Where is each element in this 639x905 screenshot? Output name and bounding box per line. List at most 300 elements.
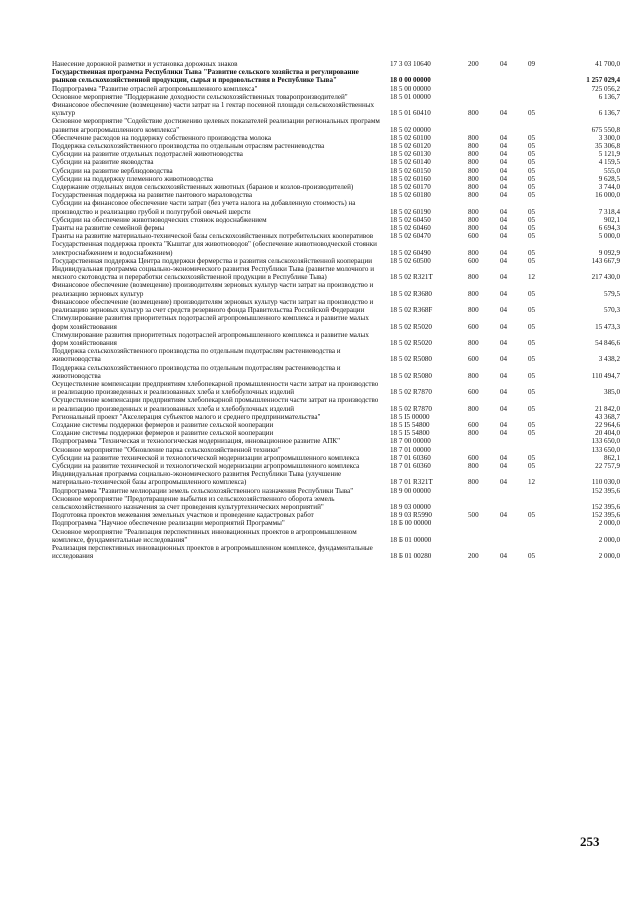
row-name: Государственная поддержка проекта "Кыштаг для животноводов" (обеспечение животноводческой стоянки электроснабжением и водоснабжением) (52, 240, 377, 257)
row-section-code (500, 487, 524, 495)
row-subsection-code: 05 (528, 109, 536, 118)
table-row (52, 421, 620, 429)
row-section-code: 04 (500, 224, 508, 233)
row-amount: 9 092,9 (598, 248, 620, 257)
row-target-article-code: 18 0 00 00000 (390, 76, 431, 85)
row-name: Субсидии на развитие технической и технологической модернизации агропромышленного комплекса (52, 453, 360, 462)
row-section-code: 04 (500, 453, 508, 462)
row-target-article-code: 18 7 01 00000 (390, 445, 431, 454)
row-expense-type-code: 800 (468, 150, 479, 159)
row-target-article-code: 18 7 01 60360 (390, 461, 431, 470)
row-name: Субсидии на обеспечение животноводческих стоянок водоснабжением (52, 215, 267, 224)
row-section-code: 04 (500, 150, 508, 159)
row-subsection-code: 05 (528, 306, 536, 315)
table-row (52, 142, 620, 150)
table-row (52, 101, 620, 117)
row-name: Подготовка проектов межевания земельных участков и проведение кадастровых работ (52, 511, 314, 520)
row-amount: 54 846,6 (595, 338, 620, 347)
row-name: Подпрограмма "Техническая и технологическая модернизация, инновационное развитие АПК" (52, 437, 341, 446)
row-section-code: 04 (500, 207, 508, 216)
row-target-article-code: 18 9 00 00000 (390, 486, 431, 495)
row-amount: 217 430,0 (591, 273, 620, 282)
row-section-code: 04 (500, 388, 508, 397)
row-target-article-code: 18 5 01 60410 (390, 109, 431, 118)
row-expense-type-code (462, 495, 500, 511)
row-section-code: 04 (500, 355, 508, 364)
row-amount: 5 000,0 (598, 232, 620, 241)
table-row (52, 544, 620, 560)
table-row (52, 470, 620, 486)
table-body (52, 60, 620, 560)
row-section-code: 04 (500, 273, 508, 282)
row-name: Финансовое обеспечение (возмещение) производителям зерновых культур части затрат на производство и реализацию зерновых культур (52, 281, 374, 298)
table-row (52, 331, 620, 347)
row-expense-type-code: 600 (468, 388, 479, 397)
row-amount: 133 650,0 (591, 437, 620, 446)
row-section-code: 04 (500, 191, 508, 200)
row-expense-type-code: 800 (468, 224, 479, 233)
row-target-article-code: 18 5 01 00000 (390, 92, 431, 101)
row-name: Осуществление компенсации предприятиям хлебопекарной промышленности части затрат на производство и реализацию произведенных и реализованных хлеба и хлебобулочных изделий (52, 379, 379, 397)
row-expense-type-code (462, 437, 500, 445)
table-row (52, 437, 620, 445)
row-amount: 110 494,7 (591, 371, 620, 380)
row-subsection-code: 05 (528, 191, 536, 200)
row-amount: 35 306,8 (595, 142, 620, 151)
row-section-code: 04 (500, 215, 508, 224)
row-amount: 4 159,5 (598, 158, 620, 167)
row-expense-type-code: 600 (468, 256, 479, 265)
row-expense-type-code: 800 (468, 371, 479, 380)
row-subsection-code: 05 (528, 371, 536, 380)
row-expense-type-code: 200 (468, 552, 479, 561)
table-row (52, 224, 620, 232)
row-section-code: 04 (500, 133, 508, 142)
row-section-code: 04 (500, 232, 508, 241)
table-row (52, 281, 620, 297)
row-section-code: 04 (500, 552, 508, 561)
row-subsection-code: 12 (528, 273, 536, 282)
row-expense-type-code: 600 (468, 453, 479, 462)
row-expense-type-code: 500 (468, 511, 479, 520)
row-name: Основное мероприятие "Содействие достижению целевых показателей реализации региональных программ развития агропромышленного комплекса" (52, 117, 380, 134)
row-expense-type-code: 800 (468, 273, 479, 282)
row-section-code: 04 (500, 166, 508, 175)
row-target-article-code: 18 5 02 60170 (390, 183, 431, 192)
row-target-article-code: 18 5 02 60150 (390, 166, 431, 175)
row-amount: 5 121,9 (598, 150, 620, 159)
row-amount: 725 056,2 (591, 84, 620, 93)
row-amount: 6 694,3 (598, 224, 620, 233)
row-expense-type-code: 800 (468, 289, 479, 298)
row-amount: 7 318,4 (598, 207, 620, 216)
row-subsection-code: 05 (528, 289, 536, 298)
row-section-code: 04 (500, 174, 508, 183)
row-target-article-code: 18 5 02 60140 (390, 158, 431, 167)
table-row (52, 314, 620, 330)
table-row (52, 462, 620, 470)
row-target-article-code: 18 5 I5 00000 (390, 412, 430, 421)
row-expense-type-code: 800 (468, 429, 479, 438)
row-amount: 555,0 (604, 166, 620, 175)
row-amount: 22 757,9 (595, 461, 620, 470)
row-target-article-code: 18 5 02 R3680 (390, 289, 432, 298)
table-row (52, 167, 620, 175)
row-subsection-code (524, 528, 558, 544)
row-amount: 143 667,9 (591, 256, 620, 265)
row-amount: 2 000,0 (598, 535, 620, 544)
row-name: Поддержка сельскохозяйственного производства по отдельным подотраслям растениеводства и животноводства (52, 347, 341, 364)
table-row (52, 232, 620, 240)
table-row (52, 117, 620, 133)
row-subsection-code: 05 (528, 461, 536, 470)
row-name: Субсидии на развитие верблюдоводства (52, 166, 173, 175)
row-subsection-code (524, 413, 558, 421)
table-row (52, 183, 620, 191)
row-target-article-code: 18 5 02 60100 (390, 133, 431, 142)
row-subsection-code (524, 93, 558, 101)
row-section-code: 04 (500, 248, 508, 257)
row-expense-type-code: 800 (468, 248, 479, 257)
budget-table (52, 60, 620, 560)
row-section-code (500, 437, 524, 445)
table-row (52, 257, 620, 265)
row-name: Государственная поддержка на развитие пантового мараловодства (52, 191, 253, 200)
row-name: Субсидии на финансовое обеспечение части затрат (без учета налога на добавленную стоимость) на производство и реализацию грубой и полугрубой овечьей шерсти (52, 199, 356, 216)
row-amount: 570,3 (604, 306, 620, 315)
row-expense-type-code (462, 528, 500, 544)
row-name: Государственная поддержка Центра поддержки фермерства и развития сельскохозяйственной кооперации (52, 256, 373, 265)
row-subsection-code: 12 (528, 478, 536, 487)
row-name: Региональный проект "Акселерация субъектов малого и среднего предпринимательства" (52, 412, 321, 421)
row-subsection-code: 05 (528, 552, 536, 561)
row-target-article-code: 18 5 02 R368F (390, 306, 433, 315)
row-expense-type-code: 600 (468, 232, 479, 241)
row-subsection-code (524, 487, 558, 495)
row-amount: 385,0 (604, 388, 620, 397)
row-target-article-code: 18 7 01 R321T (390, 478, 433, 487)
row-section-code (500, 68, 524, 84)
row-amount: 3 744,0 (598, 183, 620, 192)
row-target-article-code: 18 5 02 60450 (390, 215, 431, 224)
row-name: Основное мероприятие "Реализация перспективных инновационных проектов в агропромышленном комплексе, фундаментальные исследования" (52, 527, 357, 544)
row-expense-type-code: 800 (468, 215, 479, 224)
table-row (52, 413, 620, 421)
row-section-code: 04 (500, 461, 508, 470)
row-amount: 6 136,7 (598, 109, 620, 118)
row-target-article-code: 18 5 02 60500 (390, 256, 431, 265)
row-section-code: 04 (500, 429, 508, 438)
row-subsection-code: 05 (528, 338, 536, 347)
row-target-article-code: 18 5 02 60160 (390, 174, 431, 183)
row-name: Подпрограмма "Научное обеспечение реализации мероприятий Программы" (52, 519, 285, 528)
row-section-code: 04 (500, 158, 508, 167)
row-section-code: 04 (500, 60, 508, 68)
table-row (52, 347, 620, 363)
row-expense-type-code (462, 413, 500, 421)
row-subsection-code: 05 (528, 224, 536, 233)
row-name: Индивидуальная программа социально-экономического развития Республики Тыва (улучшение материально-технической базы агропромышленного комплекса) (52, 470, 342, 487)
row-amount: 110 030,0 (591, 478, 620, 487)
row-name: Финансовое обеспечение (возмещение) части затрат на 1 гектар посевной площади сельскохозяйственных культур (52, 101, 375, 118)
row-target-article-code: 18 5 02 60470 (390, 232, 431, 241)
row-expense-type-code (462, 487, 500, 495)
row-subsection-code (524, 446, 558, 454)
row-expense-type-code: 800 (468, 191, 479, 200)
row-section-code: 04 (500, 338, 508, 347)
row-name: Поддержка сельскохозяйственного производства по отдельным подотраслям растениеводства и животноводства (52, 363, 341, 380)
row-subsection-code (524, 85, 558, 93)
row-target-article-code: 18 5 02 R5080 (390, 371, 432, 380)
row-amount: 579,5 (604, 289, 620, 298)
row-subsection-code: 05 (528, 511, 536, 520)
table-row (52, 265, 620, 281)
row-subsection-code: 05 (528, 166, 536, 175)
row-target-article-code: 17 3 03 10640 (390, 60, 431, 68)
row-expense-type-code (462, 446, 500, 454)
table-row (52, 199, 620, 215)
row-name: Субсидии на развитие отдельных подотраслей животноводства (52, 150, 243, 159)
row-subsection-code: 09 (528, 60, 536, 68)
row-subsection-code: 05 (528, 142, 536, 151)
row-target-article-code: 18 5 02 R5080 (390, 355, 432, 364)
row-target-article-code: 18 5 I5 54800 (390, 429, 430, 438)
row-subsection-code: 05 (528, 453, 536, 462)
row-amount: 6 136,7 (598, 92, 620, 101)
row-subsection-code: 05 (528, 133, 536, 142)
table-row (52, 150, 620, 158)
row-target-article-code: 18 5 02 R7870 (390, 404, 432, 413)
row-section-code: 04 (500, 289, 508, 298)
row-subsection-code: 05 (528, 150, 536, 159)
row-name: Реализация перспективных инновационных проектов в агропромышленном комплексе, фундаментальные исследования (52, 543, 373, 561)
row-target-article-code: 18 7 01 60360 (390, 453, 431, 462)
row-section-code: 04 (500, 511, 508, 520)
row-section-code: 04 (500, 404, 508, 413)
table-row (52, 191, 620, 199)
row-amount: 133 650,0 (591, 445, 620, 454)
row-target-article-code: 18 5 02 R5020 (390, 338, 432, 347)
row-amount: 20 404,0 (595, 429, 620, 438)
table-row (52, 519, 620, 527)
row-expense-type-code: 800 (468, 404, 479, 413)
table-row (52, 216, 620, 224)
row-name: Обеспечение расходов на поддержку собственного производства молока (52, 133, 271, 142)
row-section-code (500, 528, 524, 544)
row-subsection-code: 05 (528, 388, 536, 397)
table-row (52, 511, 620, 519)
row-section-code: 04 (500, 306, 508, 315)
row-amount: 152 395,6 (591, 502, 620, 511)
row-section-code: 04 (500, 420, 508, 429)
row-section-code (500, 117, 524, 133)
row-subsection-code: 05 (528, 322, 536, 331)
row-expense-type-code: 800 (468, 461, 479, 470)
row-name: Стимулирование развития приоритетных подотраслей агропромышленного комплекса и развитие малых форм хозяйствования (52, 314, 369, 331)
row-subsection-code (524, 68, 558, 84)
page-number: 253 (580, 834, 600, 849)
row-amount: 9 628,5 (598, 174, 620, 183)
row-expense-type-code: 800 (468, 306, 479, 315)
row-amount: 21 842,0 (595, 404, 620, 413)
row-section-code (500, 495, 524, 511)
row-section-code: 04 (500, 256, 508, 265)
row-expense-type-code: 800 (468, 166, 479, 175)
row-section-code: 04 (500, 109, 508, 118)
row-section-code (500, 93, 524, 101)
row-expense-type-code (462, 117, 500, 133)
row-section-code (500, 519, 524, 527)
row-name: Индивидуальная программа социально-экономического развития Республики Тыва (развитие молочного и мясного скотоводства и переработки сельскохозяйственной продукции в Республике Тыва) (52, 265, 375, 282)
row-section-code: 04 (500, 183, 508, 192)
row-section-code (500, 85, 524, 93)
row-target-article-code: 18 5 02 R5020 (390, 322, 432, 331)
row-name: Подпрограмма "Развитие отраслей агропромышленного комплекса" (52, 84, 258, 93)
row-subsection-code: 05 (528, 158, 536, 167)
row-section-code: 04 (500, 322, 508, 331)
row-target-article-code: 18 Б 01 00280 (390, 552, 432, 561)
table-row (52, 134, 620, 142)
table-row (52, 175, 620, 183)
row-amount: 1 257 029,4 (586, 76, 620, 85)
table-row (52, 446, 620, 454)
row-target-article-code: 18 5 02 60460 (390, 224, 431, 233)
row-section-code: 04 (500, 142, 508, 151)
row-expense-type-code: 800 (468, 142, 479, 151)
row-amount: 43 368,7 (595, 412, 620, 421)
table-row (52, 240, 620, 256)
row-expense-type-code: 800 (468, 109, 479, 118)
table-row (52, 85, 620, 93)
row-name: Поддержка сельскохозяйственного производства по отдельным отраслям растениеводства (52, 142, 325, 151)
row-amount: 152 395,6 (591, 486, 620, 495)
table-row (52, 429, 620, 437)
row-subsection-code: 05 (528, 207, 536, 216)
row-name: Финансовое обеспечение (возмещение) производителям зерновых культур части затрат на производство и реализацию зерновых культур за счет средств резервного фонда Правительства Российской Федерации (52, 297, 374, 315)
table-row (52, 68, 620, 84)
table-row (52, 396, 620, 412)
row-name: Стимулирование развития приоритетных подотраслей агропромышленного комплекса и развитие малых форм хозяйствования (52, 330, 369, 347)
row-target-article-code: 18 5 02 60190 (390, 207, 431, 216)
row-section-code (500, 413, 524, 421)
row-expense-type-code (462, 93, 500, 101)
row-subsection-code: 05 (528, 355, 536, 364)
row-expense-type-code: 600 (468, 322, 479, 331)
row-amount: 3 300,0 (598, 133, 620, 142)
row-target-article-code: 18 5 02 00000 (390, 125, 431, 134)
row-subsection-code: 05 (528, 248, 536, 257)
row-expense-type-code: 600 (468, 355, 479, 364)
table-row (52, 298, 620, 314)
row-target-article-code: 18 5 02 R321T (390, 273, 433, 282)
row-subsection-code: 05 (528, 256, 536, 265)
table-row (52, 158, 620, 166)
table-row (52, 495, 620, 511)
row-target-article-code: 18 5 00 00000 (390, 84, 431, 93)
table-row (52, 364, 620, 380)
table-row (52, 380, 620, 396)
row-amount: 22 964,6 (595, 420, 620, 429)
table-row (52, 528, 620, 544)
row-subsection-code (524, 117, 558, 133)
row-name: Гранты на развитие материально-технической базы сельскохозяйственных потребительских кооперативов (52, 232, 374, 241)
table-row (52, 487, 620, 495)
row-subsection-code (524, 519, 558, 527)
row-target-article-code: 18 7 00 00000 (390, 437, 431, 446)
row-subsection-code (524, 495, 558, 511)
table-row (52, 93, 620, 101)
row-expense-type-code: 800 (468, 158, 479, 167)
row-amount: 862,1 (604, 453, 620, 462)
row-amount: 15 473,3 (595, 322, 620, 331)
row-section-code: 04 (500, 371, 508, 380)
row-target-article-code: 18 9 03 00000 (390, 502, 431, 511)
row-name: Основное мероприятие "Обновление парка сельскохозяйственной техники" (52, 445, 281, 454)
row-subsection-code: 05 (528, 420, 536, 429)
row-expense-type-code: 800 (468, 338, 479, 347)
row-expense-type-code (462, 85, 500, 93)
row-name: Субсидии на развитие технической и технологической модернизации агропромышленного комплекса (52, 461, 360, 470)
row-name: Подпрограмма "Развитие мелиорации земель сельскохозяйственного назначения Республики Тыва" (52, 486, 354, 495)
row-name: Основное мероприятие "Предотвращение выбытия из сельскохозяйственного оборота земель сельскохозяйственного назначения за счет проведения культуртехнических мероприятий" (52, 494, 335, 511)
row-section-code (500, 446, 524, 454)
row-section-code: 04 (500, 478, 508, 487)
row-expense-type-code: 200 (468, 60, 479, 68)
row-target-article-code: 18 Б 00 00000 (390, 519, 432, 528)
row-subsection-code: 05 (528, 232, 536, 241)
row-target-article-code: 18 5 02 60130 (390, 150, 431, 159)
row-target-article-code: 18 5 02 60120 (390, 142, 431, 151)
row-subsection-code: 05 (528, 215, 536, 224)
row-amount: 16 000,0 (595, 191, 620, 200)
row-amount: 152 395,6 (591, 511, 620, 520)
row-name: Государственная программа Республики Тыва "Развитие сельского хозяйства и регулирование рынков сельскохозяйственной продукции, сырья и продовольствия в Республике Тыва" (52, 68, 359, 85)
row-name: Субсидии на развитие яководства (52, 158, 154, 167)
row-expense-type-code: 800 (468, 174, 479, 183)
table-row (52, 60, 620, 68)
row-name: Основное мероприятие "Поддержание доходности сельскохозяйственных товаропроизводителей" (52, 92, 348, 101)
row-expense-type-code: 800 (468, 133, 479, 142)
row-subsection-code: 05 (528, 404, 536, 413)
row-name: Содержание отдельных видов сельскохозяйственных животных (баранов и козлов-производителей) (52, 183, 354, 192)
row-amount: 3 438,2 (598, 355, 620, 364)
row-expense-type-code: 800 (468, 183, 479, 192)
row-subsection-code (524, 437, 558, 445)
row-name: Субсидии на поддержку племенного животноводства (52, 174, 213, 183)
row-name: Осуществление компенсации предприятиям хлебопекарной промышленности части затрат на производство и реализацию произведенных и реализованных хлеба и хлебобулочных изделий (52, 396, 379, 413)
row-name: Создание системы поддержки фермеров и развитие сельской кооперации (52, 429, 274, 438)
row-target-article-code: 18 5 I5 54800 (390, 420, 430, 429)
row-expense-type-code: 600 (468, 420, 479, 429)
row-expense-type-code (462, 519, 500, 527)
row-subsection-code: 05 (528, 183, 536, 192)
row-amount: 675 550,8 (591, 125, 620, 134)
row-subsection-code: 05 (528, 174, 536, 183)
row-amount: 902,1 (604, 215, 620, 224)
row-name: Создание системы поддержки фермеров и развитие сельской кооперации (52, 420, 274, 429)
row-amount: 41 700,0 (595, 60, 620, 68)
row-amount: 2 000,0 (598, 552, 620, 561)
row-name: Нанесение дорожной разметки и установка дорожных знаков (52, 60, 238, 68)
row-amount: 2 000,0 (598, 519, 620, 528)
table-row (52, 454, 620, 462)
row-target-article-code: 18 5 02 R7870 (390, 388, 432, 397)
row-target-article-code: 18 5 02 60490 (390, 248, 431, 257)
row-expense-type-code: 800 (468, 207, 479, 216)
row-expense-type-code (462, 68, 500, 84)
row-target-article-code: 18 5 02 60180 (390, 191, 431, 200)
row-subsection-code: 05 (528, 429, 536, 438)
